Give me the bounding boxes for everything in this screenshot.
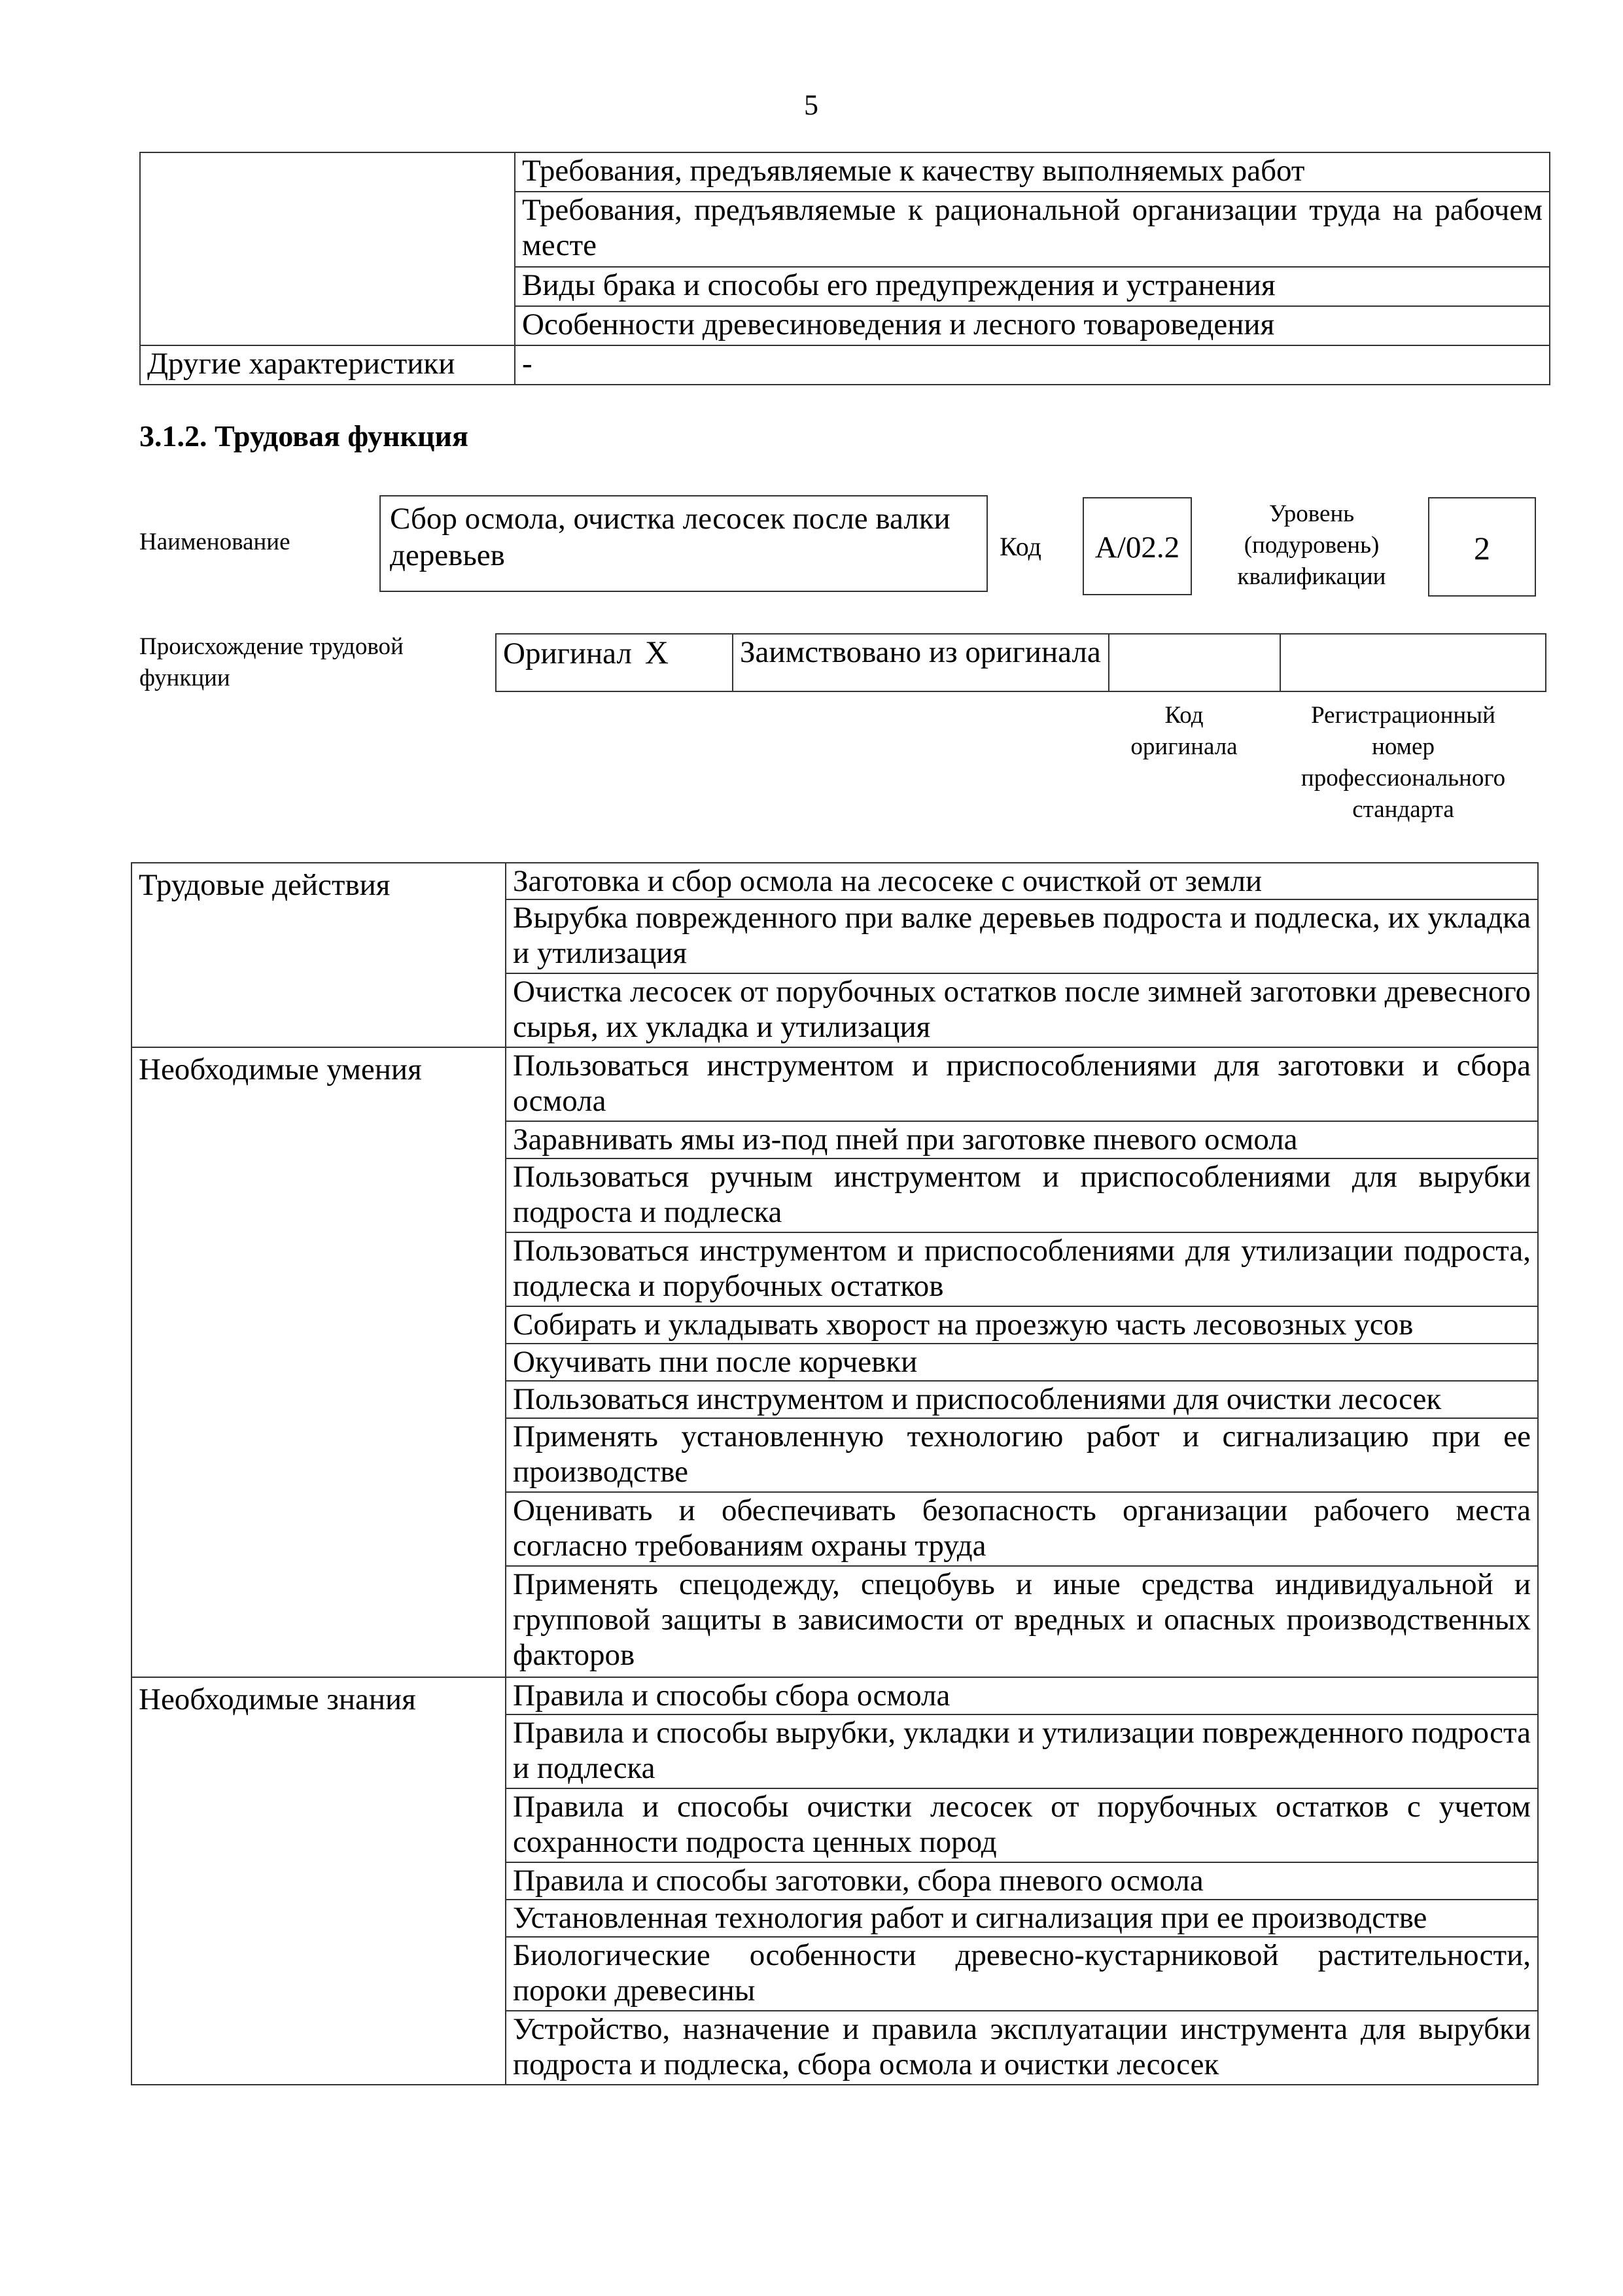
original-mark: X — [644, 634, 669, 670]
knowledge-item: Правила и способы сбора осмола — [506, 1677, 1538, 1714]
top-table-row: Требования, предъявляемые к рациональной организации труда на рабочем месте — [515, 192, 1550, 267]
caption-line: оригинала — [1130, 733, 1238, 760]
caption-line: номер — [1372, 733, 1435, 760]
other-characteristics-label: Другие характеристики — [140, 345, 515, 385]
top-table-empty-cell — [140, 152, 515, 345]
knowledge-item: Правила и способы заготовки, сбора пневого осмола — [506, 1862, 1538, 1900]
actions-label: Трудовые действия — [131, 863, 506, 1047]
knowledge-item: Правила и способы очистки лесосек от порубочных остатков с учетом сохранности подроста ценных пород — [506, 1788, 1538, 1862]
action-item: Заготовка и сбор осмола на лесосеке с очисткой от земли — [506, 863, 1538, 899]
skill-item: Применять установленную технологию работ и сигнализацию при ее производстве — [506, 1418, 1538, 1492]
top-table-row: Виды брака и способы его предупреждения и устранения — [515, 267, 1550, 306]
skills-label: Необходимые умения — [131, 1047, 506, 1677]
borrowed-label: Заимствовано из оригинала — [733, 634, 1109, 691]
code-value: A/02.2 — [1083, 497, 1192, 595]
origin-original-cell — [496, 634, 733, 691]
level-label-line: Уровень — [1268, 500, 1355, 527]
code-original-cell — [1109, 634, 1280, 691]
knowledge-item: Биологические особенности древесно-кустарниковой растительности, пороки древесины — [506, 1937, 1538, 2011]
skill-item: Пользоваться инструментом и приспособлениями для заготовки и сбора осмола — [506, 1047, 1538, 1121]
top-table-row: Требования, предъявляемые к качеству выполняемых работ — [515, 152, 1550, 192]
skill-item: Окучивать пни после корчевки — [506, 1344, 1538, 1381]
level-value: 2 — [1428, 497, 1536, 597]
code-label: Код — [1000, 532, 1041, 561]
action-item: Вырубка поврежденного при валке деревьев подроста и подлеска, их укладка и утилизация — [506, 899, 1538, 973]
skill-item: Собирать и укладывать хворост на проезжую часть лесовозных усов — [506, 1306, 1538, 1344]
action-item: Очистка лесосек от порубочных остатков после зимней заготовки древесного сырья, их укладка и утилизация — [506, 973, 1538, 1047]
level-label-line: (подуровень) — [1244, 532, 1380, 559]
skill-item: Оценивать и обеспечивать безопасность организации рабочего места согласно требованиям охраны труда — [506, 1492, 1538, 1566]
knowledge-label: Необходимые знания — [131, 1677, 506, 2085]
skill-item: Заравнивать ямы из-под пней при заготовке пневого осмола — [506, 1121, 1538, 1158]
caption-line: Код — [1164, 702, 1204, 729]
level-label-line: квалификации — [1237, 563, 1386, 590]
skill-item: Пользоваться ручным инструментом и приспособлениями для вырубки подроста и подлеска — [506, 1158, 1538, 1232]
code-original-caption — [1112, 700, 1256, 763]
main-table — [131, 862, 1539, 2085]
reg-number-cell — [1280, 634, 1546, 691]
caption-line: стандарта — [1352, 796, 1454, 823]
name-label: Наименование — [139, 529, 290, 555]
level-label — [1213, 498, 1410, 593]
reg-number-caption — [1279, 700, 1527, 826]
origin-table — [495, 633, 1546, 692]
caption-line: профессионального — [1300, 765, 1506, 791]
top-table-row: Особенности древесиноведения и лесного товароведения — [515, 306, 1550, 345]
origin-label-line: функции — [139, 665, 230, 691]
skill-item: Пользоваться инструментом и приспособлениями для утилизации подроста, подлеска и порубочных остатков — [506, 1232, 1538, 1306]
name-value-box — [379, 495, 988, 592]
page-number: 5 — [804, 89, 818, 121]
origin-label-line: Происхождение трудовой — [139, 633, 404, 660]
section-heading: 3.1.2. Трудовая функция — [139, 419, 468, 453]
knowledge-item: Установленная технология работ и сигнализация при ее производстве — [506, 1900, 1538, 1937]
origin-label — [139, 631, 466, 694]
caption-line: Регистрационный — [1311, 702, 1495, 729]
skill-item: Пользоваться инструментом и приспособлениями для очистки лесосек — [506, 1381, 1538, 1418]
name-value: Сбор осмола, очистка лесосек после валки деревьев — [390, 502, 951, 572]
knowledge-item: Правила и способы вырубки, укладки и утилизации поврежденного подроста и подлеска — [506, 1714, 1538, 1788]
skill-item: Применять спецодежду, спецобувь и иные средства индивидуальной и групповой защиты в зависимости от вредных и опасных производственных факторов — [506, 1566, 1538, 1677]
knowledge-item: Устройство, назначение и правила эксплуатации инструмента для вырубки подроста и подлеска, сбора осмола и очистки лесосек — [506, 2011, 1538, 2085]
top-table — [139, 152, 1550, 385]
other-characteristics-value: - — [515, 345, 1550, 385]
original-label: Оригинал — [503, 636, 632, 670]
